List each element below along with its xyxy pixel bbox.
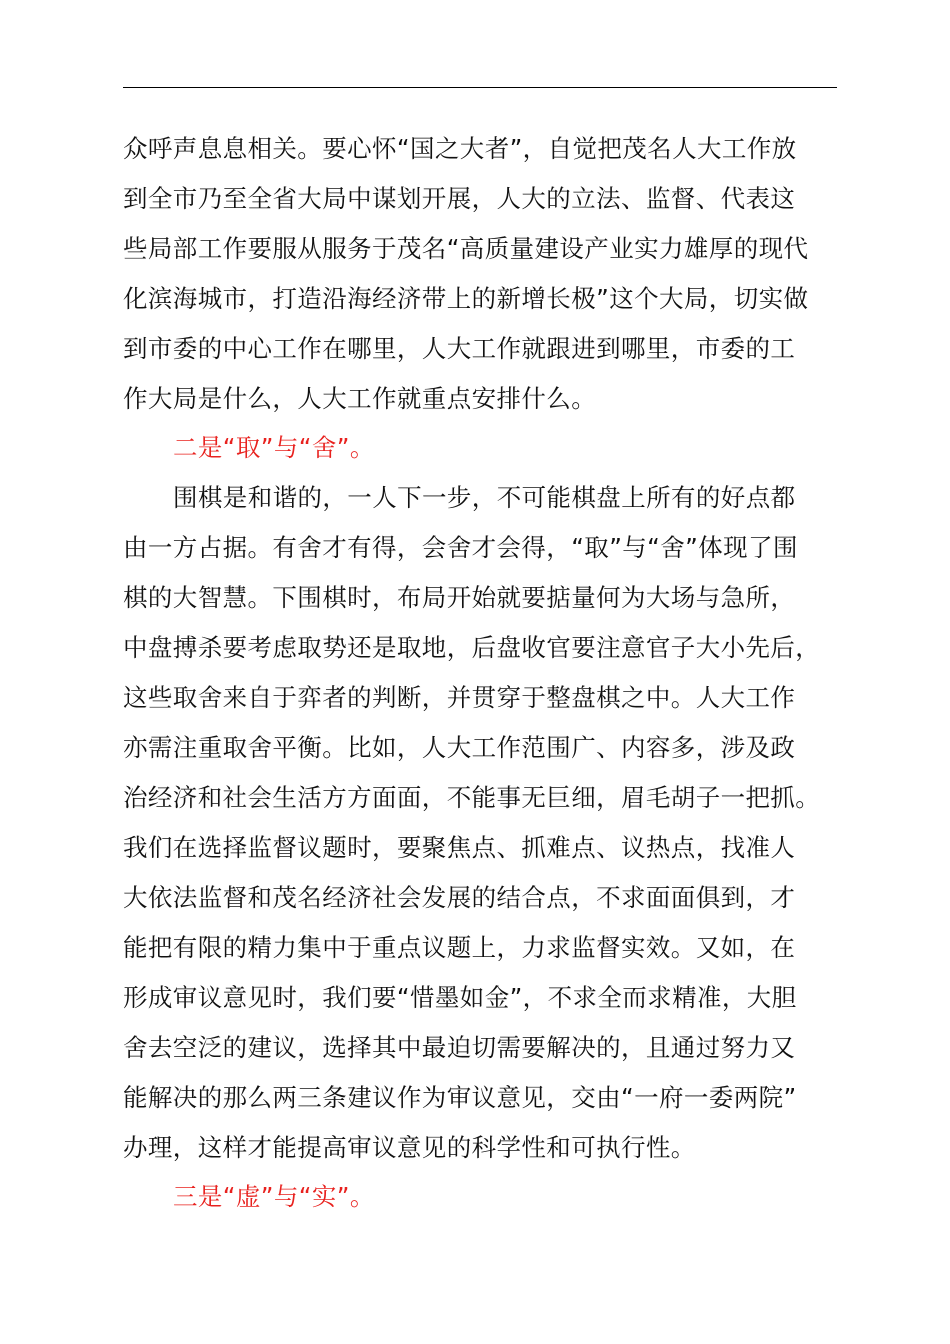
header-rule xyxy=(123,87,837,88)
text-line: 形成审议意见时，我们要“惜墨如金”，不求全而求精准，大胆 xyxy=(123,983,797,1012)
text-line: 由一方占据。有舍才有得，会舍才会得，“取”与“舍”体现了围 xyxy=(123,533,798,562)
text-line: 这些取舍来自于弈者的判断，并贯穿于整盘棋之中。人大工作 xyxy=(123,683,796,712)
text-line: 能把有限的精力集中于重点议题上，力求监督实效。又如，在 xyxy=(123,933,796,962)
text-line: 大依法监督和茂名经济社会发展的结合点，不求面面俱到，才 xyxy=(123,883,796,912)
text-line: 众呼声息息相关。要心怀“国之大者”，自觉把茂名人大工作放 xyxy=(123,134,797,163)
text-line: 到市委的中心工作在哪里，人大工作就跟进到哪里，市委的工 xyxy=(123,334,796,363)
text-line: 中盘搏杀要考虑取势还是取地，后盘收官要注意官子大小先后， xyxy=(123,633,821,662)
text-line: 些局部工作要服从服务于茂名“高质量建设产业实力雄厚的现代 xyxy=(123,234,809,263)
text-line: 办理，这样才能提高审议意见的科学性和可执行性。 xyxy=(123,1133,696,1162)
text-line: 作大局是什么，人大工作就重点安排什么。 xyxy=(123,384,597,413)
text-line: 化滨海城市，打造沿海经济带上的新增长极”这个大局，切实做 xyxy=(123,284,809,313)
section-heading-qu-she: 二是“取”与“舍”。 xyxy=(173,433,375,462)
paragraph-first-line: 围棋是和谐的，一人下一步，不可能棋盘上所有的好点都 xyxy=(173,483,796,512)
text-line: 到全市乃至全省大局中谋划开展，人大的立法、监督、代表这 xyxy=(123,184,796,213)
text-line: 能解决的那么两三条建议作为审议意见，交由“一府一委两院” xyxy=(123,1083,797,1112)
text-line: 棋的大智慧。下围棋时，布局开始就要掂量何为大场与急所， xyxy=(123,583,796,612)
text-line: 亦需注重取舍平衡。比如，人大工作范围广、内容多，涉及政 xyxy=(123,733,796,762)
text-line: 治经济和社会生活方方面面，不能事无巨细，眉毛胡子一把抓。 xyxy=(123,783,821,812)
section-heading-xu-shi: 三是“虚”与“实”。 xyxy=(173,1182,375,1211)
text-line: 我们在选择监督议题时，要聚焦点、抓难点、议热点，找准人 xyxy=(123,833,796,862)
text-line: 舍去空泛的建议，选择其中最迫切需要解决的，且通过努力又 xyxy=(123,1033,796,1062)
